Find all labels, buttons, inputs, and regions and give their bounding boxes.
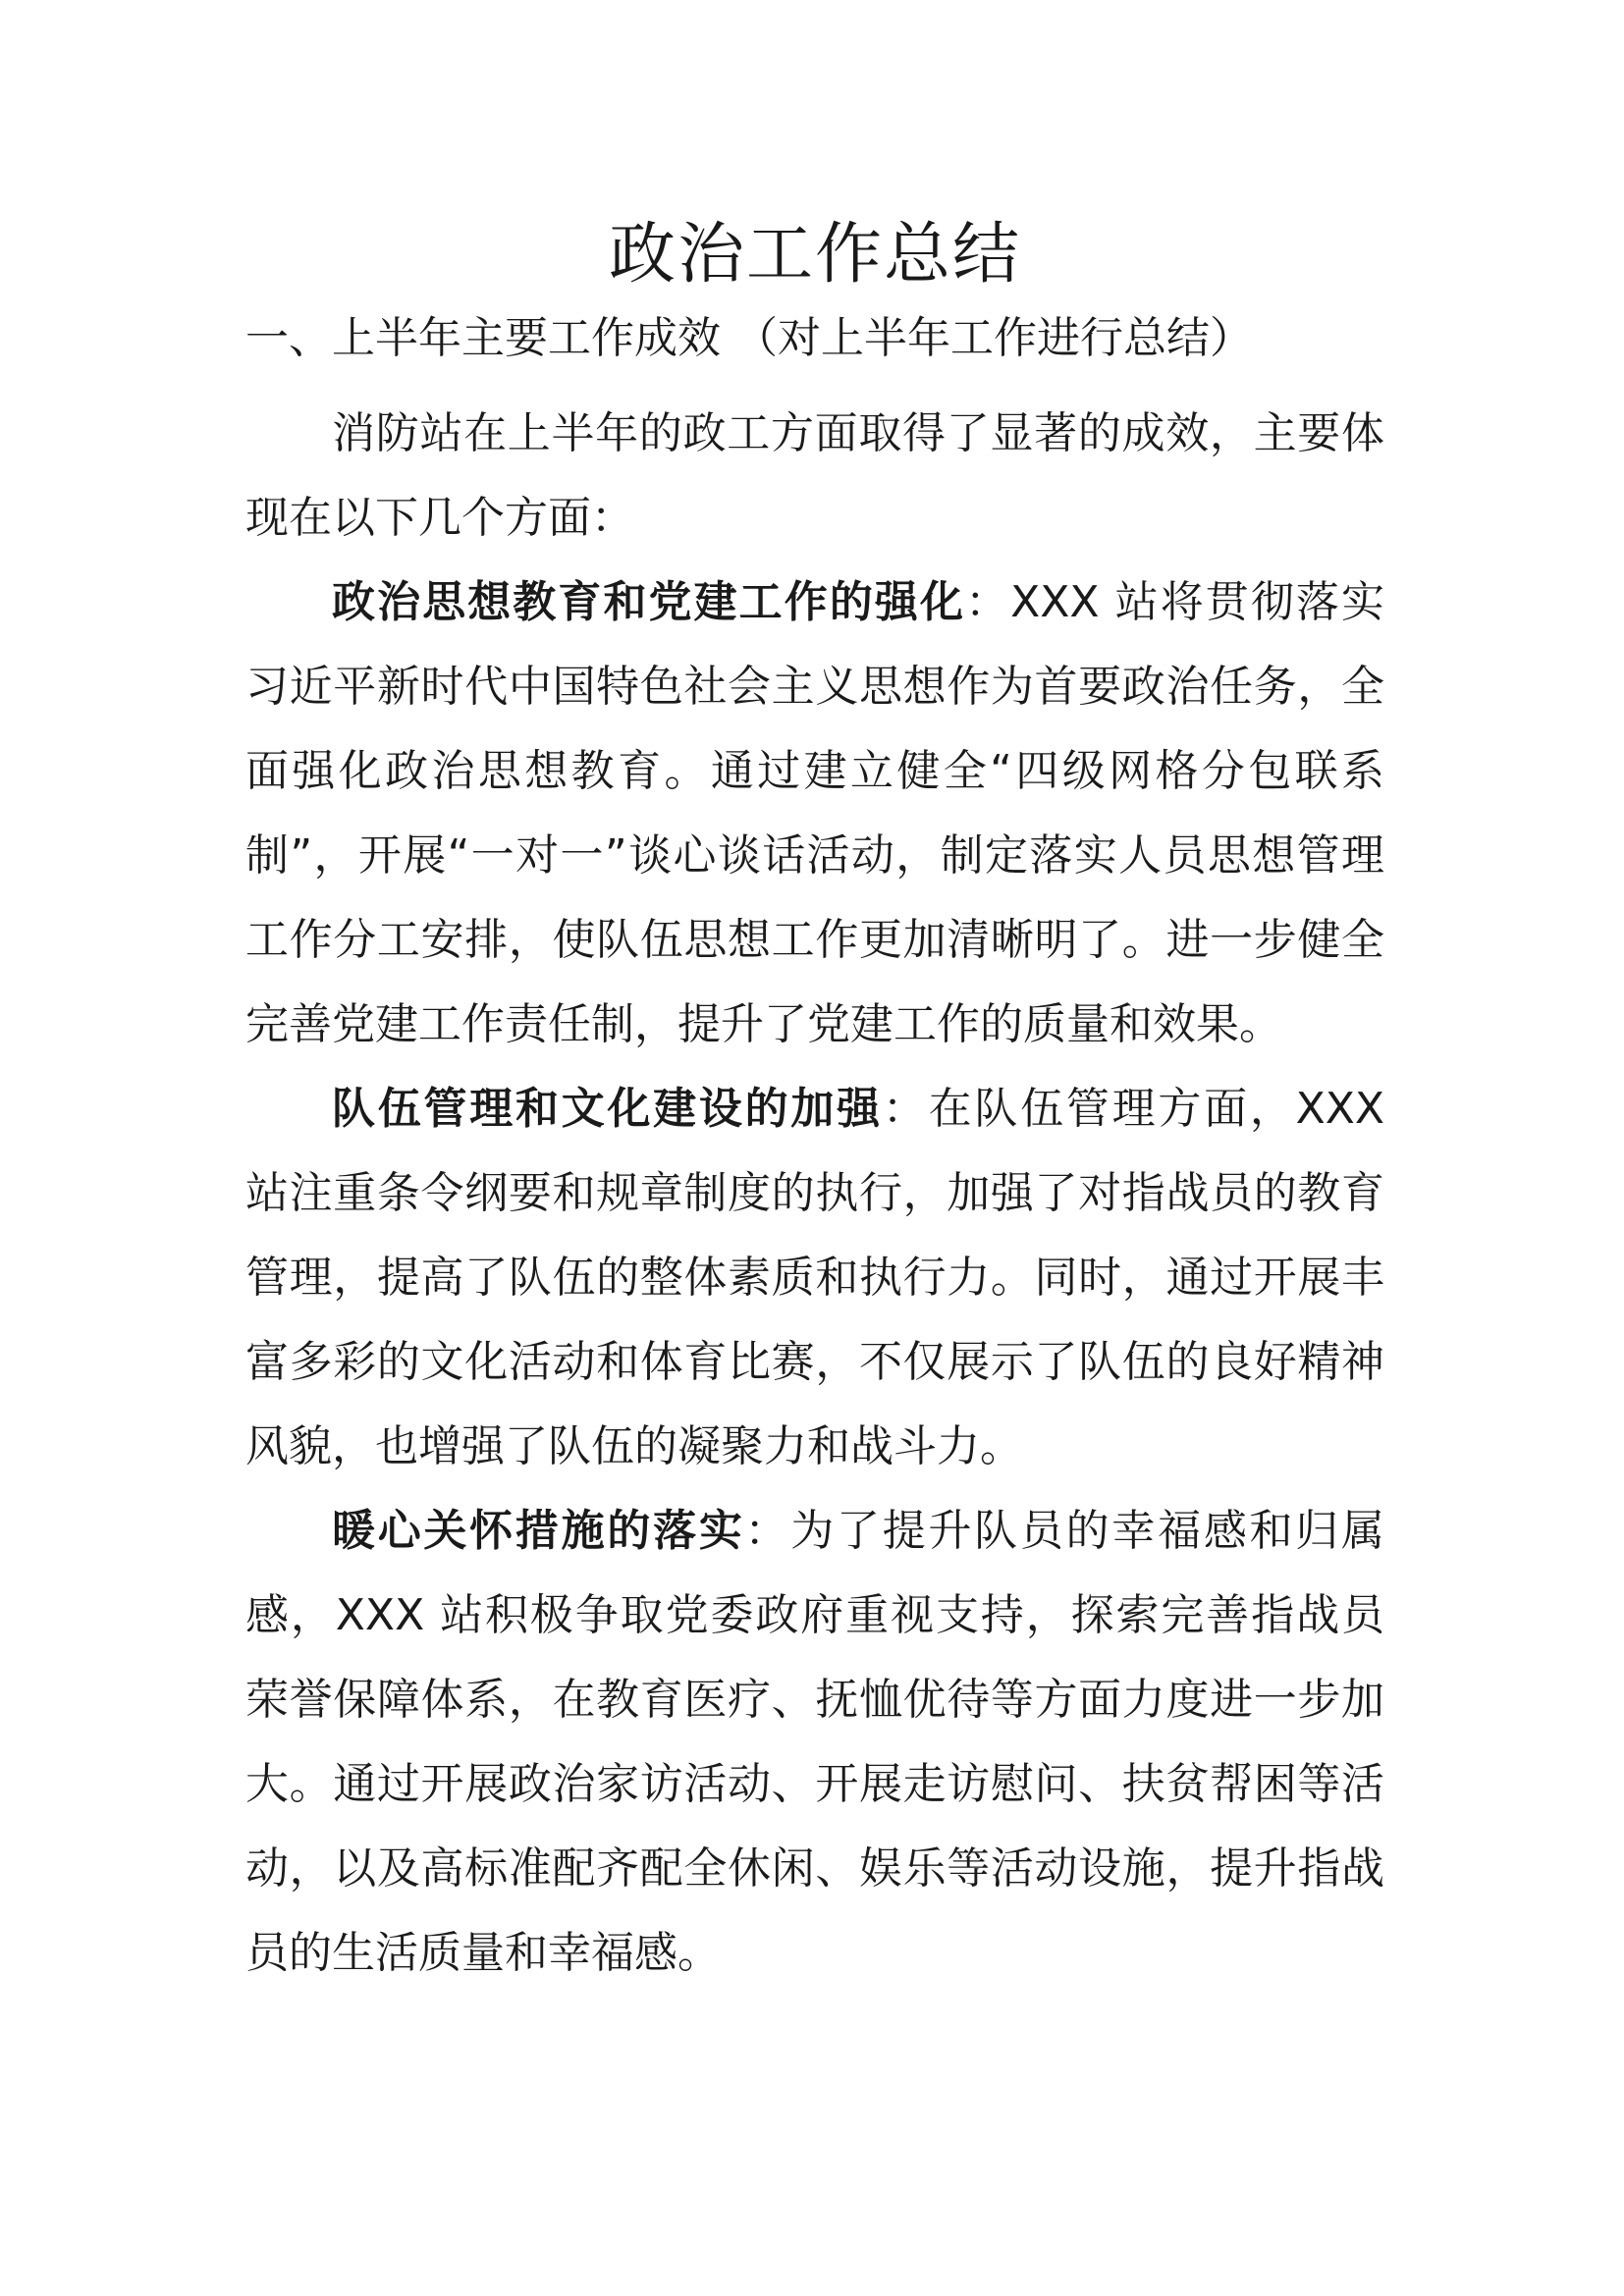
point-body: ：在队伍管理方面，XXX 站注重条令纲要和规章制度的执行，加强了对指战员的教育管理，提高了队伍的整体素质和执行力。同时，通过开展丰富多彩的文化活动和体育比赛，不仅展示了队伍的良好精神风貌，也增强了队伍的凝聚力和战斗力。 [245,1084,1385,1471]
point-paragraph-political-education [245,561,1384,1067]
document-title: 政治工作总结 [608,216,1021,294]
section-heading: 一、上半年主要工作成效 （对上半年工作进行总结） [245,313,1253,363]
point-lead: 队伍管理和文化建设的加强 [332,1084,883,1134]
point-paragraph-care-measures [245,1489,1384,1996]
point-body: ：为了提升队员的幸福感和归属感，XXX 站积极争取党委政府重视支持，探索完善指战员荣誉保障体系，在教育医疗、抚恤优待等方面力度进一步加大。通过开展政治家访活动、开展走访慰问、扶贫帮困等活动，以及高标准配齐配全休闲、娱乐等活动设施，提升指战员的生活质量和幸福感。 [245,1506,1385,1978]
intro-paragraph: 消防站在上半年的政工方面取得了显著的成效，主要体现在以下几个方面： [245,408,1384,543]
point-lead: 暖心关怀措施的落实 [332,1506,745,1556]
point-lead: 政治思想教育和党建工作的强化 [332,577,966,627]
document-body [245,211,1384,1996]
point-body: ：XXX 站将贯彻落实习近平新时代中国特色社会主义思想作为首要政治任务，全面强化政治思想教育。通过建立健全“四级网格分包联系制”，开展“一对一”谈心谈话活动，制定落实人员思想管理工作分工安排，使队伍思想工作更加清晰明了。进一步健全完善党建工作责任制，提升了党建工作的质量和效果。 [245,577,1385,1049]
point-paragraph-team-management [245,1067,1384,1489]
